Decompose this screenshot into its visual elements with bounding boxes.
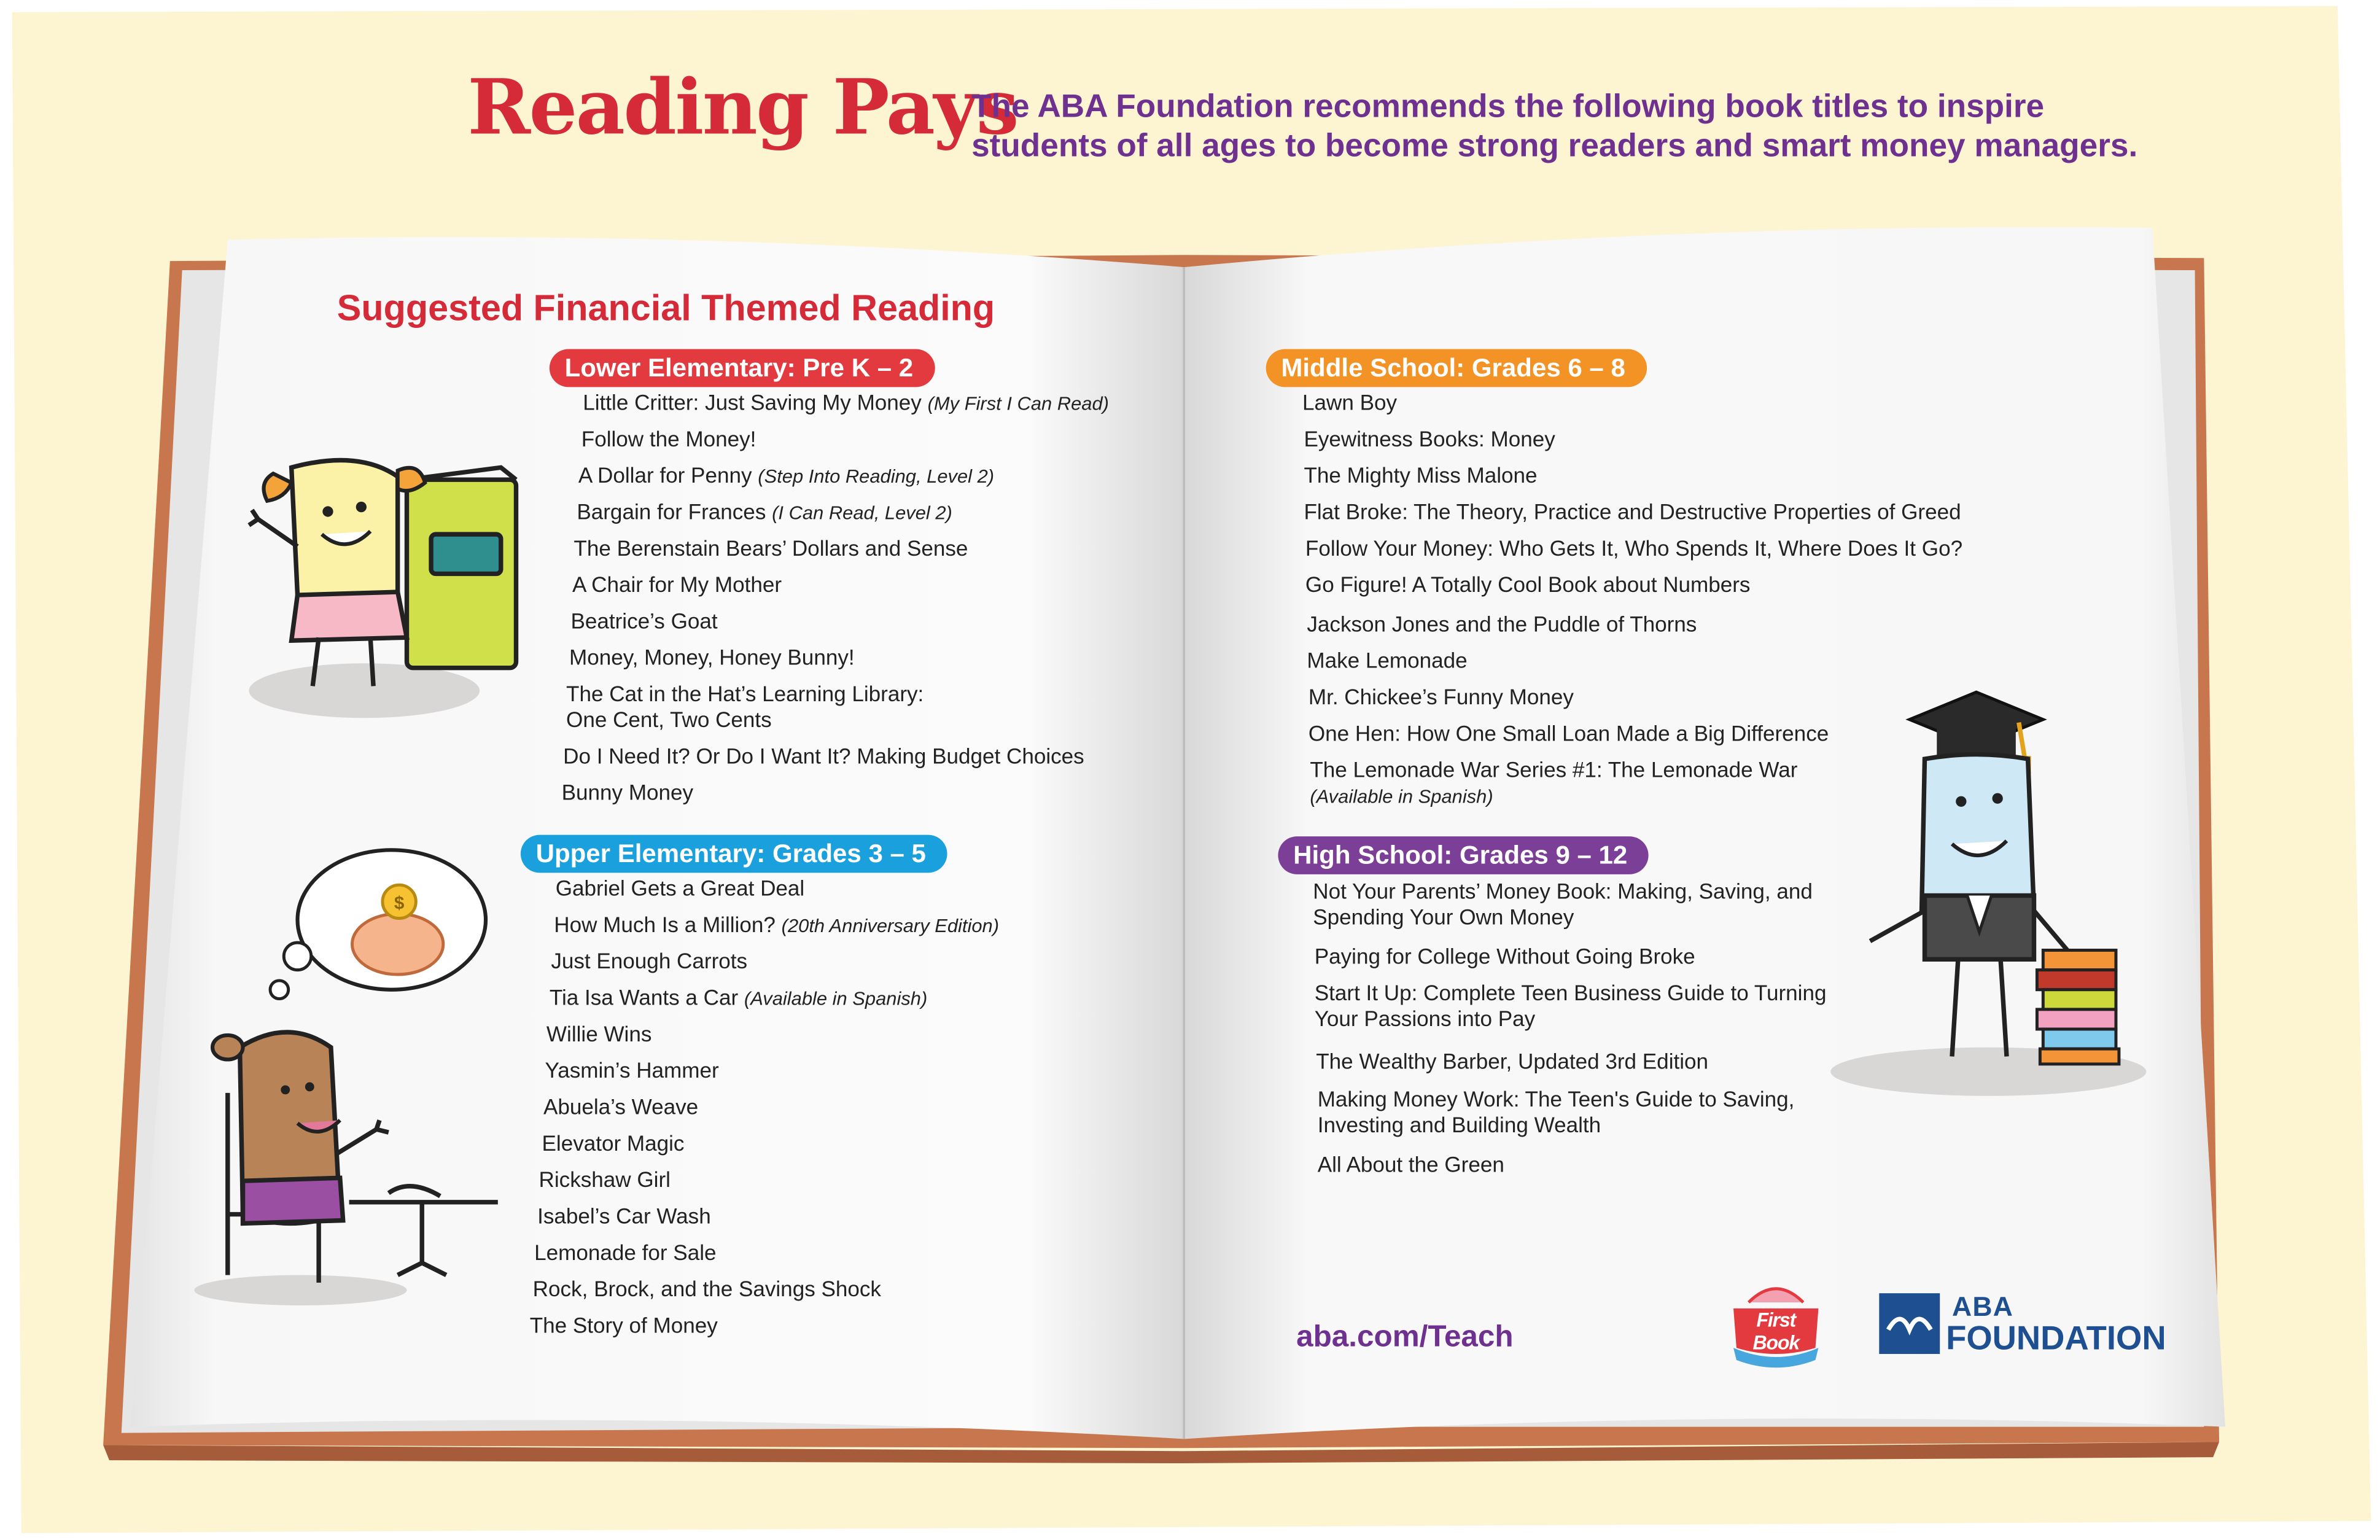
book-title-line-2: One Cent, Two Cents bbox=[566, 709, 772, 733]
headline-title: Reading Pays bbox=[467, 62, 1017, 152]
tagline-line-2: students of all ages to become strong readers and smart money managers. bbox=[971, 127, 2138, 164]
book-item bbox=[550, 987, 927, 1013]
aba-foundation-icon bbox=[1879, 1293, 1940, 1354]
book-title-line-2: Spending Your Own Money bbox=[1313, 906, 1574, 931]
book-title: Rickshaw Girl bbox=[539, 1169, 671, 1193]
book-item bbox=[551, 950, 747, 976]
book-item bbox=[1313, 881, 1813, 932]
book-item bbox=[1318, 1154, 1504, 1180]
book-item bbox=[537, 1205, 711, 1231]
book-title: Tia Isa Wants a Car bbox=[549, 986, 739, 1011]
book-item bbox=[1304, 501, 1961, 527]
book-title: Start It Up: Complete Teen Business Guide to Turning bbox=[1314, 982, 1827, 1006]
book-title: Lawn Boy bbox=[1302, 391, 1398, 416]
book-title: Mr. Chickee’s Funny Money bbox=[1308, 686, 1574, 710]
book-title: Rock, Brock, and the Savings Shock bbox=[532, 1278, 881, 1302]
book-title: Do I Need It? Or Do I Want It? Making Budget Choices bbox=[563, 745, 1084, 770]
lower-elementary-heading: Lower Elementary: Pre K – 2 bbox=[550, 349, 935, 387]
book-title: Just Enough Carrots bbox=[551, 950, 748, 975]
book-item bbox=[563, 745, 1084, 771]
website-link[interactable]: aba.com/Teach bbox=[1296, 1320, 1514, 1355]
book-title: Abuela’s Weave bbox=[543, 1095, 699, 1121]
book-title: All About the Green bbox=[1317, 1153, 1504, 1178]
book-item bbox=[578, 464, 994, 490]
svg-text:$: $ bbox=[394, 893, 405, 914]
book-title: Lemonade for Sale bbox=[534, 1242, 717, 1266]
book-title: A Chair for My Mother bbox=[572, 574, 782, 598]
book-title: Flat Broke: The Theory, Practice and Destructive Properties of Greed bbox=[1304, 500, 1961, 526]
book-title: Making Money Work: The Teen's Guide to Saving, bbox=[1317, 1088, 1795, 1113]
book-title: Bargain for Frances bbox=[577, 500, 766, 526]
book-item bbox=[577, 501, 952, 527]
book-title: One Hen: How One Small Loan Made a Big Difference bbox=[1308, 722, 1829, 747]
book-title: A Dollar for Penny bbox=[578, 464, 752, 489]
book-title: The Lemonade War Series #1: The Lemonade War bbox=[1310, 759, 1798, 784]
book-title: Jackson Jones and the Puddle of Thorns bbox=[1307, 613, 1697, 638]
high-school-heading: High School: Grades 9 – 12 bbox=[1278, 836, 1648, 874]
book-note: (Available in Spanish) bbox=[744, 988, 928, 1009]
book-item bbox=[546, 1023, 651, 1049]
book-item bbox=[1305, 574, 1751, 599]
book-title-line-2: Investing and Building Wealth bbox=[1317, 1114, 1601, 1138]
upper-elementary-heading: Upper Elementary: Grades 3 – 5 bbox=[521, 835, 947, 873]
book-item bbox=[554, 914, 999, 939]
book-item bbox=[1309, 723, 1829, 749]
book-item bbox=[556, 877, 804, 903]
book-item bbox=[569, 647, 855, 672]
book-title: Willie Wins bbox=[546, 1023, 652, 1048]
book-item bbox=[574, 537, 968, 563]
book-title: Not Your Parents’ Money Book: Making, Saving, and bbox=[1313, 880, 1813, 905]
section-title: Suggested Financial Themed Reading bbox=[336, 288, 995, 330]
book-item bbox=[1307, 650, 1467, 675]
book-title: Bunny Money bbox=[561, 782, 694, 806]
book-item bbox=[583, 392, 1109, 418]
book-item bbox=[1315, 946, 1695, 971]
book-title: Elevator Magic bbox=[542, 1132, 685, 1157]
book-title: Isabel’s Car Wash bbox=[537, 1205, 711, 1230]
book-item bbox=[1304, 464, 1537, 490]
book-item bbox=[1305, 537, 1962, 563]
book-title: How Much Is a Million? bbox=[554, 914, 776, 938]
book-title: Beatrice’s Goat bbox=[570, 610, 718, 635]
book-title: Money, Money, Honey Bunny! bbox=[569, 647, 855, 671]
book-item bbox=[539, 1169, 671, 1194]
book-note: (Available in Spanish) bbox=[1310, 786, 1493, 808]
book-item bbox=[562, 782, 693, 807]
book-item bbox=[570, 610, 717, 636]
book-item bbox=[581, 428, 756, 454]
book-item bbox=[543, 1096, 698, 1122]
book-note: (20th Anniversary Edition) bbox=[781, 915, 1000, 937]
book-title-line-2: Your Passions into Pay bbox=[1314, 1008, 1536, 1032]
book-title: The Berenstain Bears’ Dollars and Sense bbox=[574, 537, 968, 562]
book-title: The Mighty Miss Malone bbox=[1304, 464, 1538, 489]
book-item bbox=[1316, 1051, 1708, 1076]
book-item bbox=[534, 1242, 716, 1267]
book-item bbox=[533, 1278, 881, 1304]
book-title: Paying for College Without Going Broke bbox=[1314, 946, 1695, 970]
book-item bbox=[566, 683, 924, 734]
book-item bbox=[1315, 982, 1827, 1033]
book-note: (I Can Read, Level 2) bbox=[772, 502, 952, 524]
book-item bbox=[1310, 759, 1797, 811]
aba-logo-text: ABA bbox=[1951, 1291, 2014, 1323]
book-item bbox=[542, 1132, 685, 1158]
book-item bbox=[1309, 686, 1574, 712]
book-title: Little Critter: Just Saving My Money bbox=[583, 391, 922, 416]
book-title: Eyewitness Books: Money bbox=[1304, 428, 1555, 453]
middle-school-heading: Middle School: Grades 6 – 8 bbox=[1266, 349, 1647, 387]
book-item bbox=[1318, 1088, 1795, 1140]
book-note: (Step Into Reading, Level 2) bbox=[758, 465, 995, 488]
book-item bbox=[545, 1059, 718, 1085]
book-item bbox=[1304, 428, 1555, 454]
book-item bbox=[1302, 392, 1397, 418]
aba-foundation-logo-text: FOUNDATION bbox=[1946, 1319, 2166, 1357]
book-title: The Wealthy Barber, Updated 3rd Edition bbox=[1316, 1050, 1709, 1075]
first-book-logo-text: First Book bbox=[1752, 1308, 1799, 1355]
tagline bbox=[971, 88, 2138, 166]
book-note: (My First I Can Read) bbox=[927, 393, 1109, 414]
book-item bbox=[572, 574, 782, 599]
book-item bbox=[1307, 613, 1697, 639]
book-title: Make Lemonade bbox=[1307, 650, 1468, 674]
book-item bbox=[530, 1315, 718, 1340]
book-title: Follow Your Money: Who Gets It, Who Spends It, Where Does It Go? bbox=[1305, 537, 1963, 562]
book-title: Follow the Money! bbox=[581, 428, 756, 453]
tagline-line-1: The ABA Foundation recommends the following book titles to inspire bbox=[971, 88, 2045, 125]
book-title: Go Figure! A Totally Cool Book about Numbers bbox=[1305, 574, 1751, 598]
book-title: Gabriel Gets a Great Deal bbox=[555, 877, 805, 902]
book-title: Yasmin’s Hammer bbox=[545, 1059, 719, 1084]
book-title: The Story of Money bbox=[529, 1314, 718, 1339]
book-title: The Cat in the Hat’s Learning Library: bbox=[566, 683, 924, 707]
